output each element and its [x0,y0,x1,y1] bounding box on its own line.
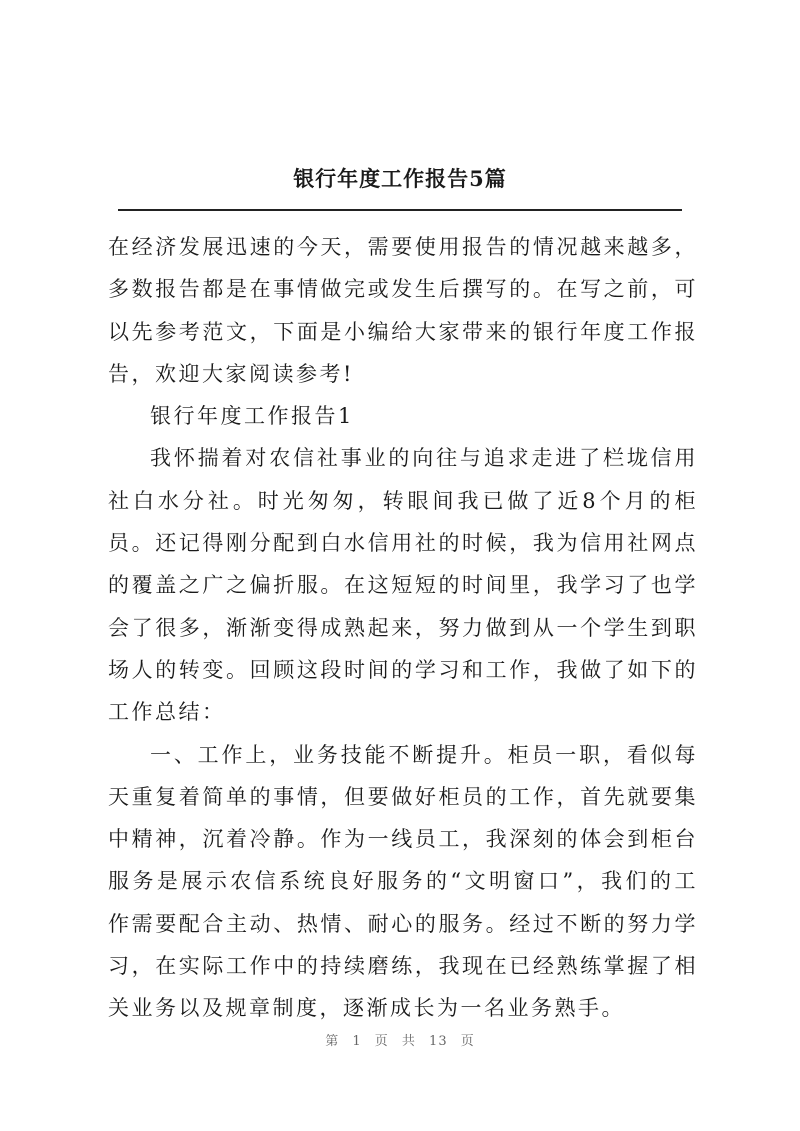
page-number-footer: 第 1 页 共 13 页 [325,1034,475,1049]
body-paragraph: 我怀揣着对农信社事业的向往与追求走进了栏垅信用社白水分社。时光匆匆，转眼间我已做了近8个月的柜员。还记得刚分配到白水信用社的时候，我为信用社网点的覆盖之广之偏折服。在这短短的时间里，我学习了也学会了很多，渐渐变得成熟起来，努力做到从一个学生到职场人的转变。回顾这段时间的学习和工作，我做了如下的工作总结： [108,446,698,725]
section-heading: 银行年度工作报告1 [150,404,354,429]
document-body [108,226,698,1030]
intro-paragraph: 在经济发展迅速的今天，需要使用报告的情况越来越多，多数报告都是在事情做完或发生后撰写的。在写之前，可以先参考范文，下面是小编给大家带来的银行年度工作报告，欢迎大家阅读参考! [108,235,698,386]
document-title: 银行年度工作报告5篇 [293,166,507,191]
title-divider [118,209,682,211]
body-paragraph: 一、工作上，业务技能不断提升。柜员一职，看似每天重复着简单的事情，但要做好柜员的工作，首先就要集中精神，沉着冷静。作为一线员工，我深刻的体会到柜台服务是展示农信系统良好服务的“文明窗口”，我们的工作需要配合主动、热情、耐心的服务。经过不断的努力学习，在实际工作中的持续磨练，我现在已经熟练掌握了相关业务以及规章制度，逐渐成长为一名业务熟手。 [108,742,698,1021]
